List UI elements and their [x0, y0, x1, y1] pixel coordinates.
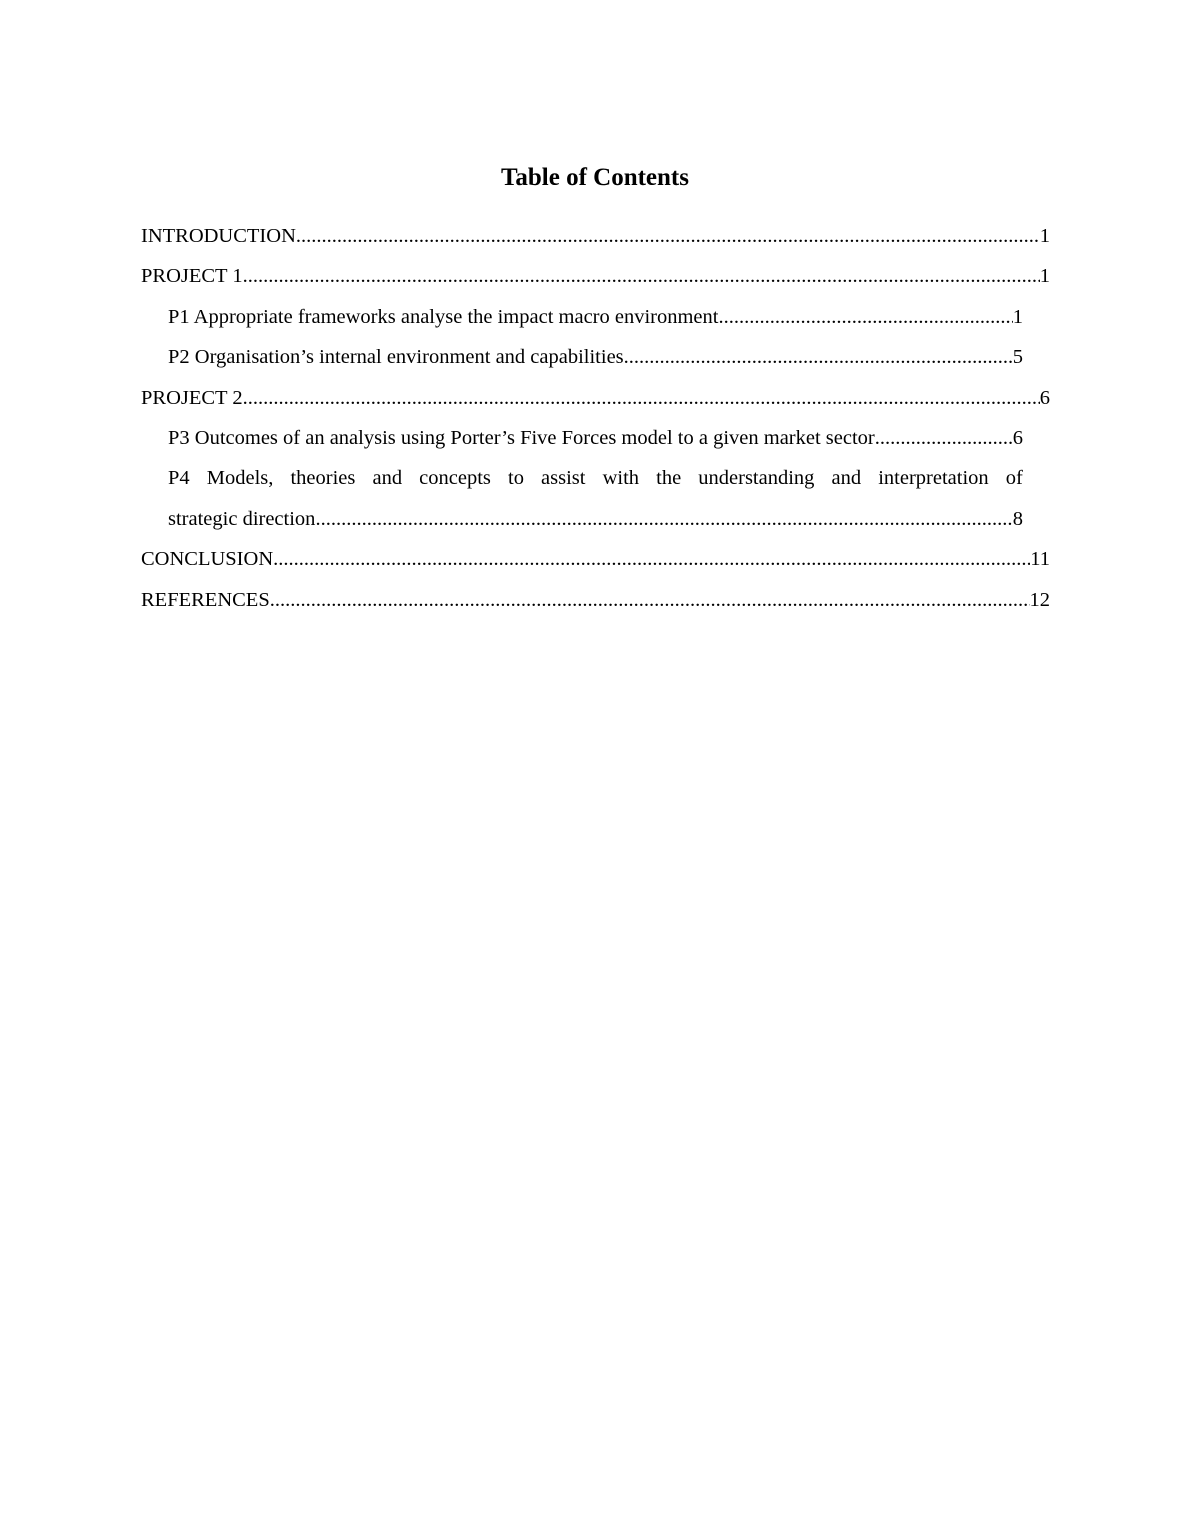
toc-dot-leader: [243, 378, 1040, 418]
toc-entry-project-2[interactable]: [141, 378, 1050, 418]
toc-dot-leader: [624, 337, 1013, 377]
toc-dot-leader: [315, 499, 1012, 539]
toc-entry-project-1[interactable]: [141, 256, 1050, 296]
toc-entry-label: strategic direction: [168, 507, 316, 530]
toc-entry-p1[interactable]: [168, 297, 1023, 337]
toc-word: and: [372, 467, 403, 490]
toc-entry-conclusion[interactable]: [141, 539, 1050, 579]
toc-entry-p2[interactable]: [168, 337, 1023, 377]
toc-page-number: 5: [1012, 346, 1023, 369]
toc-word: with: [602, 467, 640, 490]
toc-entry-p4-line-2[interactable]: [168, 499, 1023, 539]
toc-entry-introduction[interactable]: [141, 216, 1050, 256]
toc-word: assist: [541, 467, 586, 490]
toc-page-number: 8: [1012, 507, 1023, 530]
toc-entry-label: P3 Outcomes of an analysis using Porter’s Five Forces model to a given market sector: [168, 426, 875, 449]
toc-dot-leader: [296, 216, 1040, 256]
toc-word: concepts: [419, 467, 491, 490]
toc-page-number: 1: [1012, 305, 1023, 328]
toc-dot-leader: [273, 539, 1030, 579]
toc-dot-leader: [718, 297, 1012, 337]
toc-dot-leader: [875, 418, 1013, 458]
toc-page-number: 6: [1039, 386, 1050, 409]
toc-word: theories: [290, 467, 356, 490]
toc-entry-label: P2 Organisation’s internal environment and capabilities: [168, 346, 624, 369]
toc-entry-label: CONCLUSION: [141, 548, 274, 571]
toc-word: interpretation: [878, 467, 989, 490]
toc-page-number: 12: [1029, 588, 1050, 611]
toc-page-number: 6: [1012, 426, 1023, 449]
toc-title: Table of Contents: [501, 164, 689, 191]
toc-page-number: 11: [1030, 548, 1050, 571]
toc-word: of: [1005, 467, 1023, 490]
toc-page-number: 1: [1039, 225, 1050, 247]
toc-entry-label: INTRODUCTION: [141, 225, 296, 247]
toc-word: P4: [168, 467, 190, 490]
toc-entry-p3[interactable]: [168, 418, 1023, 458]
table-of-contents: [141, 216, 1050, 620]
toc-word: understanding: [698, 467, 815, 490]
toc-entry-label: PROJECT 2: [141, 386, 243, 409]
toc-dot-leader: [243, 256, 1040, 296]
toc-word: to: [508, 467, 524, 490]
toc-entry-label: P1 Appropriate frameworks analyse the impact macro environment: [168, 305, 719, 328]
toc-entry-references[interactable]: [141, 580, 1050, 620]
toc-word: and: [831, 467, 862, 490]
toc-word: the: [656, 467, 682, 490]
toc-dot-leader: [270, 580, 1030, 620]
toc-entry-label: REFERENCES: [141, 588, 270, 611]
toc-entry-p4-line-1[interactable]: [168, 458, 1023, 498]
toc-word: Models,: [206, 467, 274, 490]
toc-entry-label: PROJECT 1: [141, 265, 243, 288]
toc-page-number: 1: [1039, 265, 1050, 288]
